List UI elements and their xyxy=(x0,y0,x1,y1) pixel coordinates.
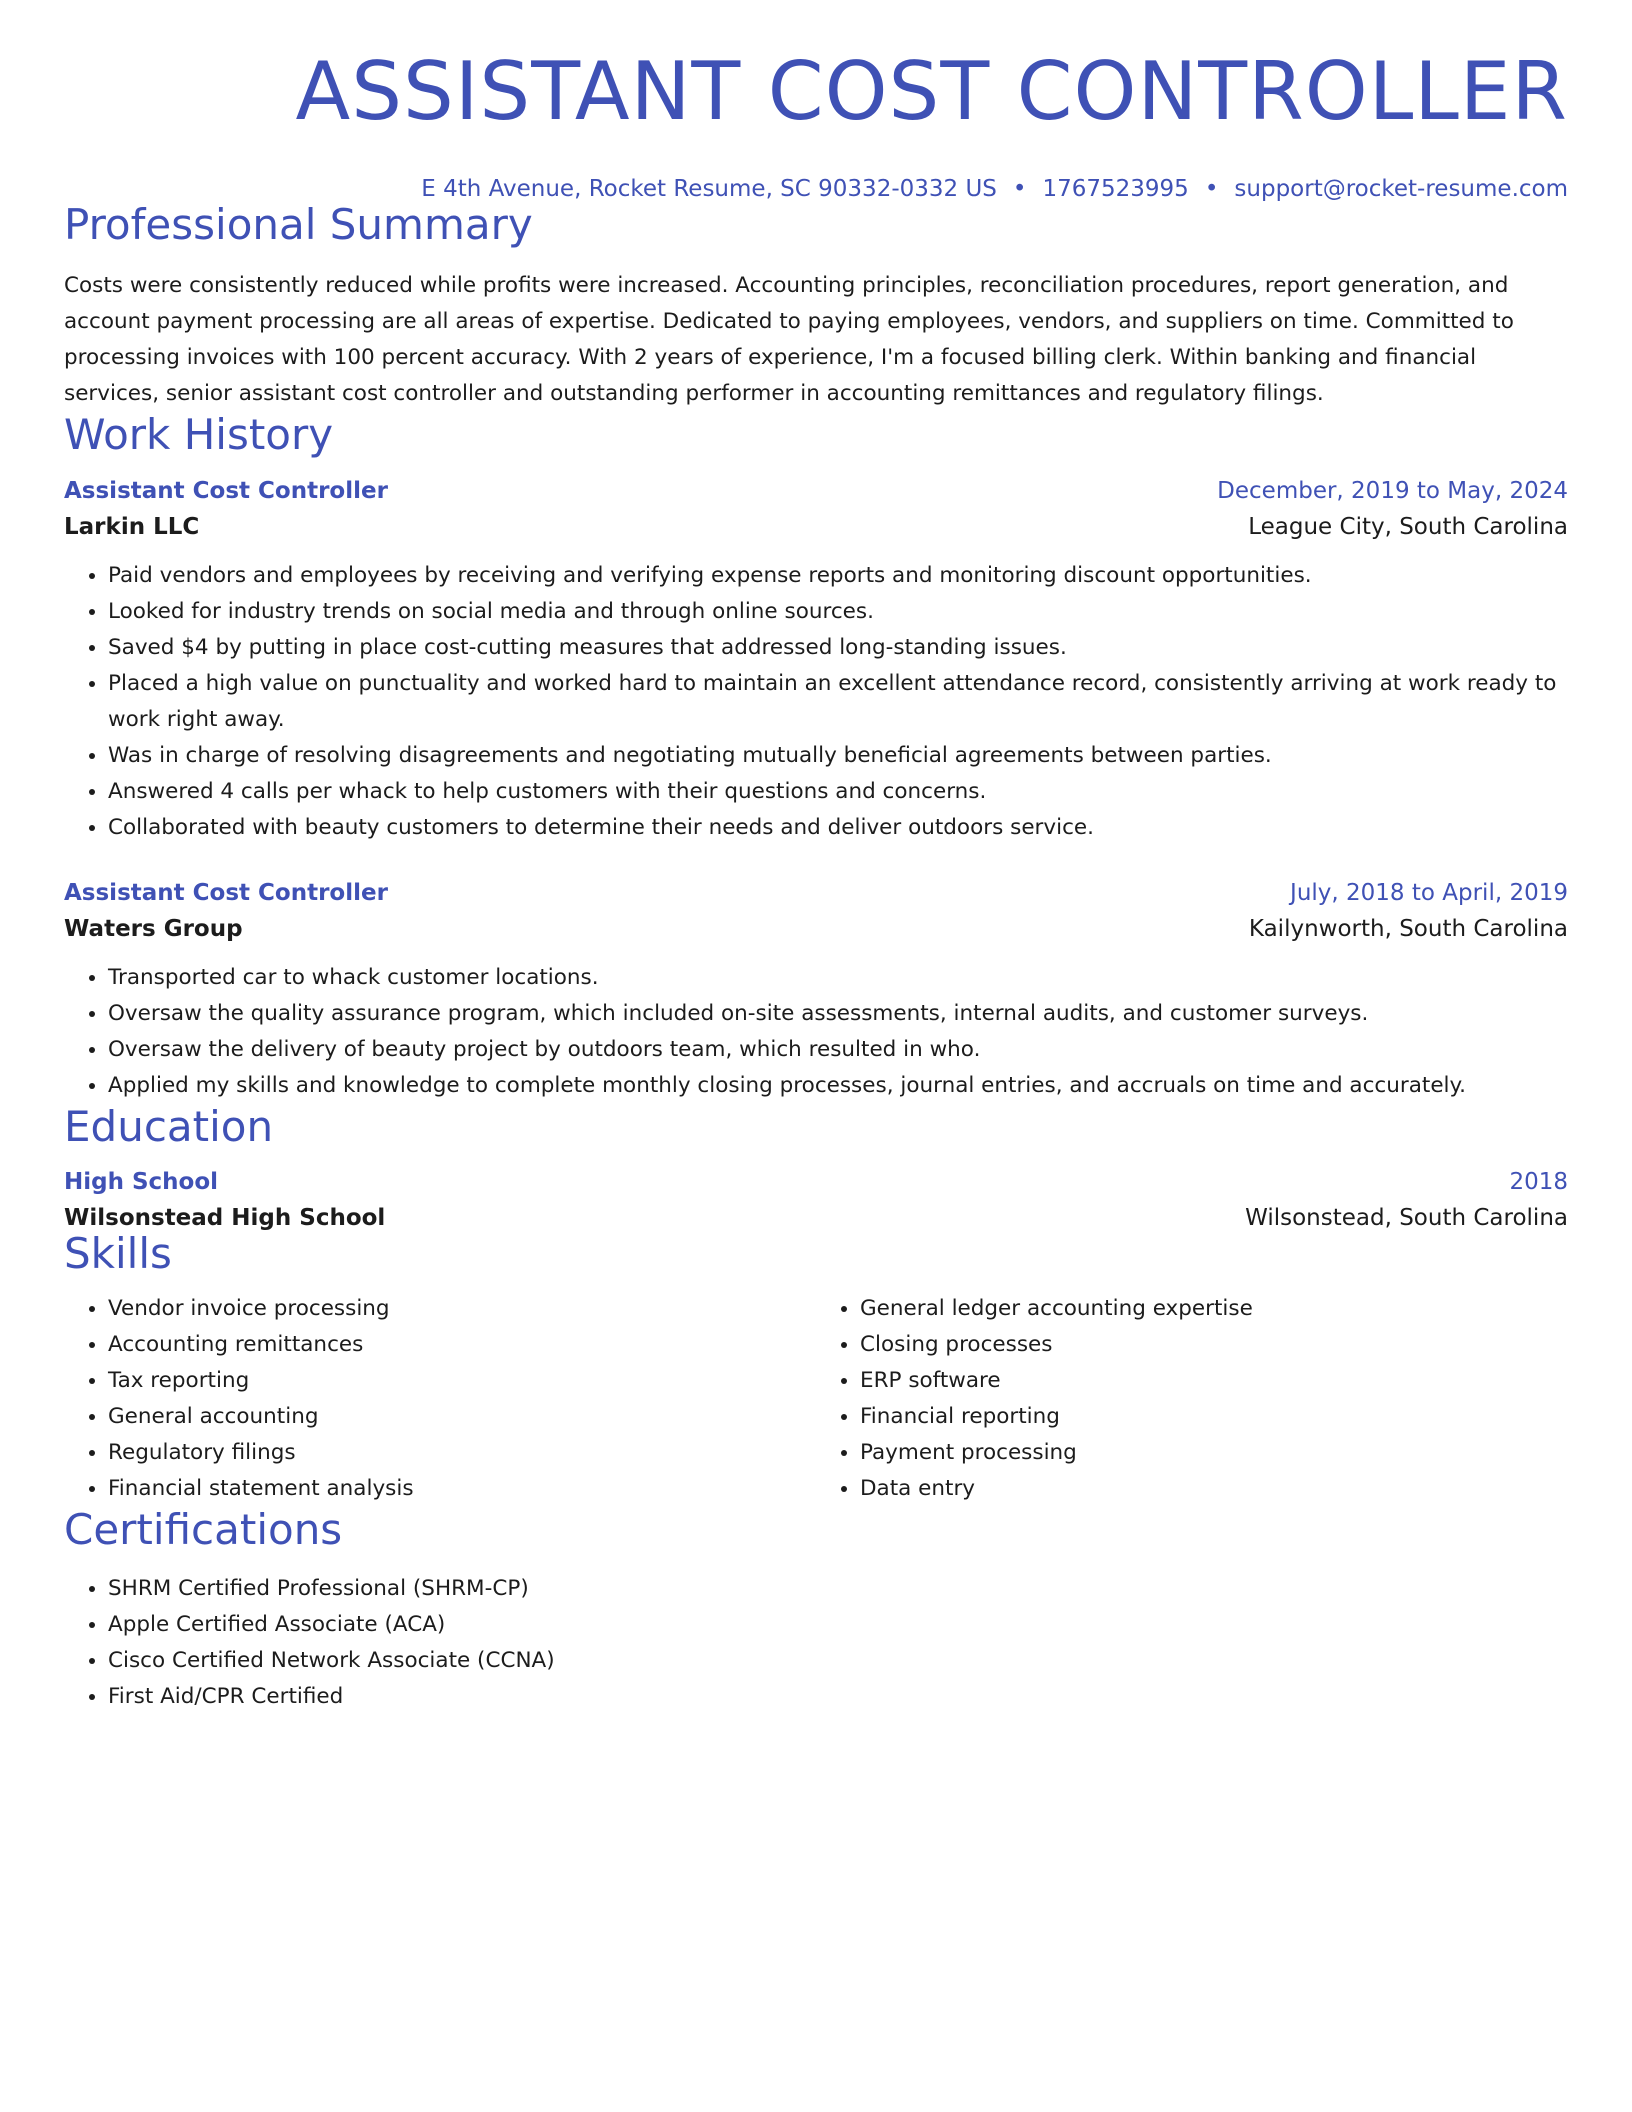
skill-item: • Tax reporting xyxy=(108,1363,816,1399)
education-degree: High School xyxy=(64,1168,219,1195)
skills-list-left xyxy=(64,1291,816,1507)
job-bullet: • Collaborated with beauty customers to determine their needs and deliver outdoors service. xyxy=(108,810,1568,846)
skill-item: • Vendor invoice processing xyxy=(108,1291,816,1327)
skill-item: • Financial reporting xyxy=(860,1399,1568,1435)
skills-list-right xyxy=(816,1291,1568,1507)
skill-item: • Regulatory filings xyxy=(108,1435,816,1471)
job-bullet: • Answered 4 calls per whack to help customers with their questions and concerns. xyxy=(108,774,1568,810)
certifications-list xyxy=(64,1571,1568,1715)
job-bullet: • Transported car to whack customer locations. xyxy=(108,960,1568,996)
job-dates: July, 2018 to April, 2019 xyxy=(1290,880,1568,907)
job-entry xyxy=(64,478,1568,846)
skill-item: • Accounting remittances xyxy=(108,1327,816,1363)
job-entry xyxy=(64,880,1568,1104)
education-heading: Education xyxy=(64,1102,274,1152)
job-bullets xyxy=(64,960,1568,1104)
job-company-row xyxy=(64,514,1568,540)
summary-text: Costs were consistently reduced while profits were increased. Accounting principles, reconciliation procedures, report generation, and account payment processing are all areas of expertise. Dedicated to paying employees, vendors, and suppliers on time. Committed to processing invoices with 100 percent accuracy. With 2 years of experience, I'm a focused billing clerk. Within banking and financial services, senior assistant cost controller and outstanding performer in accounting remittances and regulatory filings. xyxy=(64,273,1514,407)
skill-item: • Payment processing xyxy=(860,1435,1568,1471)
skills-heading: Skills xyxy=(64,1228,172,1278)
job-title: Assistant Cost Controller xyxy=(64,478,388,505)
job-bullet: • Oversaw the delivery of beauty project by outdoors team, which resulted in who. xyxy=(108,1032,1568,1068)
education-entry xyxy=(64,1169,1568,1231)
certifications-heading: Certifications xyxy=(64,1504,343,1554)
contact-address: E 4th Avenue, Rocket Resume, SC 90332-0332 US xyxy=(421,176,997,202)
job-bullet: • Paid vendors and employees by receiving and verifying expense reports and monitoring discount opportunities. xyxy=(108,558,1568,594)
certification-item: • Cisco Certified Network Associate (CCNA) xyxy=(108,1643,1568,1679)
education-school: Wilsonstead High School xyxy=(64,1204,386,1231)
education-year: 2018 xyxy=(1509,1168,1568,1195)
job-bullet: • Applied my skills and knowledge to complete monthly closing processes, journal entries, and accruals on time and accurately. xyxy=(108,1068,1568,1104)
candidate-title: ASSISTANT COST CONTROLLER xyxy=(295,45,1568,138)
certification-item: • Apple Certified Associate (ACA) xyxy=(108,1607,1568,1643)
certification-item: • SHRM Certified Professional (SHRM-CP) xyxy=(108,1571,1568,1607)
job-bullet: • Placed a high value on punctuality and worked hard to maintain an excellent attendance record, consistently arriving at work ready to work right away. xyxy=(108,666,1568,738)
contact-line xyxy=(64,176,1568,202)
summary-heading: Professional Summary xyxy=(64,200,533,249)
skill-item: • Financial statement analysis xyxy=(108,1471,816,1507)
work-history-heading: Work History xyxy=(64,410,334,460)
skill-item: • General ledger accounting expertise xyxy=(860,1291,1568,1327)
job-title: Assistant Cost Controller xyxy=(64,880,388,907)
skill-item: • Data entry xyxy=(860,1471,1568,1507)
job-header-row xyxy=(64,880,1568,906)
job-location: Kailynworth, South Carolina xyxy=(1248,916,1568,943)
skill-item: • Closing processes xyxy=(860,1327,1568,1363)
job-company: Waters Group xyxy=(64,916,243,943)
job-location: League City, South Carolina xyxy=(1248,514,1568,541)
contact-separator: • xyxy=(1012,176,1027,202)
job-bullets xyxy=(64,558,1568,846)
resume-header xyxy=(64,0,1568,202)
job-bullet: • Was in charge of resolving disagreements and negotiating mutually beneficial agreements between parties. xyxy=(108,738,1568,774)
job-bullet: • Saved $4 by putting in place cost-cutting measures that addressed long-standing issues. xyxy=(108,630,1568,666)
contact-separator: • xyxy=(1204,176,1219,202)
skill-item: • General accounting xyxy=(108,1399,816,1435)
contact-phone: 1767523995 xyxy=(1042,176,1189,202)
job-company-row xyxy=(64,916,1568,942)
contact-email: support@rocket-resume.com xyxy=(1234,176,1568,202)
skill-item: • ERP software xyxy=(860,1363,1568,1399)
job-dates: December, 2019 to May, 2024 xyxy=(1217,478,1568,505)
job-header-row xyxy=(64,478,1568,504)
job-bullet: • Looked for industry trends on social media and through online sources. xyxy=(108,594,1568,630)
job-company: Larkin LLC xyxy=(64,514,200,541)
education-school-row xyxy=(64,1205,1568,1231)
skills-columns xyxy=(64,1291,1568,1507)
education-location: Wilsonstead, South Carolina xyxy=(1245,1204,1568,1231)
education-header-row xyxy=(64,1169,1568,1195)
certification-item: • First Aid/CPR Certified xyxy=(108,1679,1568,1715)
job-bullet: • Oversaw the quality assurance program, which included on-site assessments, internal audits, and customer surveys. xyxy=(108,996,1568,1032)
